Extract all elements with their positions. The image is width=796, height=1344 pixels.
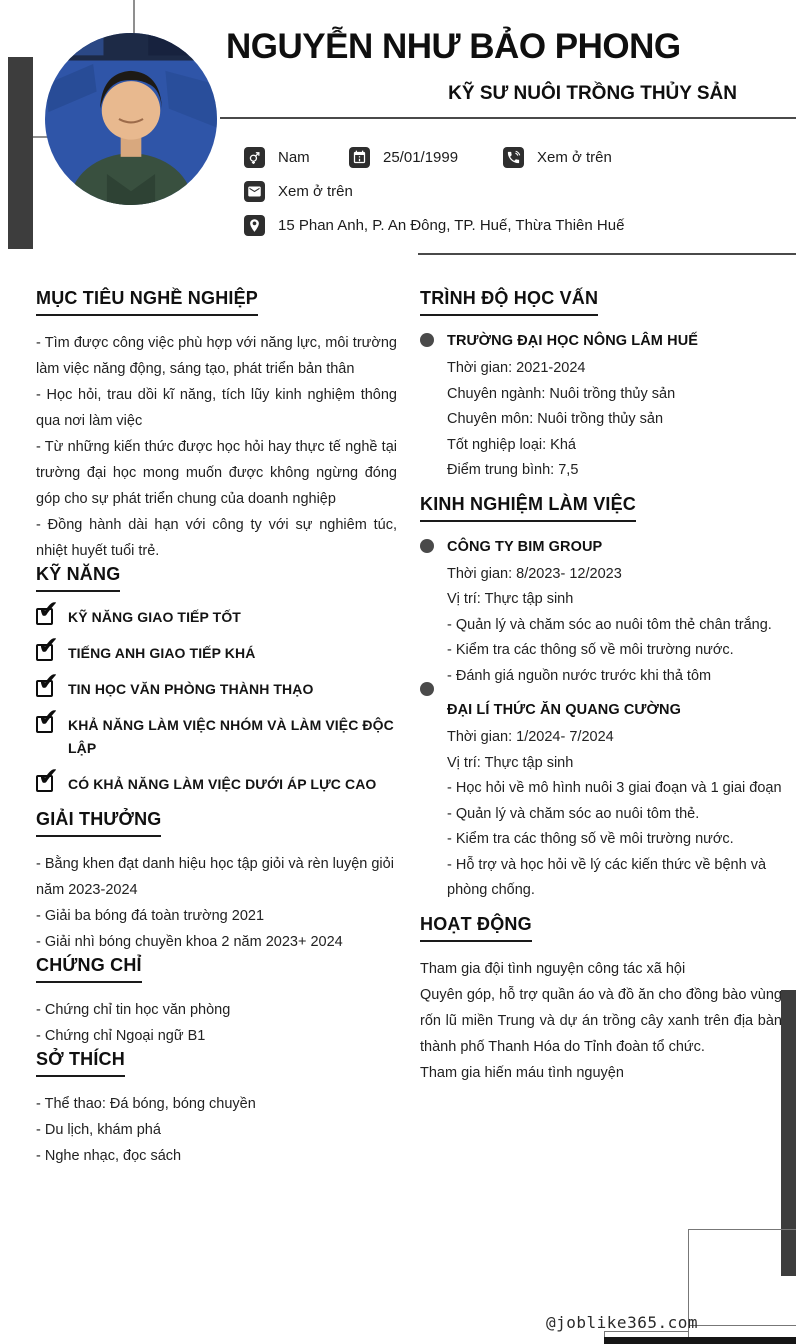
experience-entry — [420, 699, 782, 904]
left-column — [36, 288, 397, 1169]
checkbox-checked-icon: ✔ — [38, 762, 59, 791]
footer-frame-line — [688, 1229, 796, 1230]
section-title-objective: MỤC TIÊU NGHỀ NGHIỆP — [36, 288, 397, 316]
award-item: - Giải nhì bóng chuyền khoa 2 năm 2023+ 2024 — [36, 934, 343, 950]
objective-item: - Tìm được công việc phù hợp với năng lực, môi trường làm việc năng động, sáng tạo, phát triển bản thân — [36, 335, 397, 377]
activity-line: Tham gia đội tình nguyện công tác xã hội — [420, 960, 686, 977]
award-item: - Bằng khen đạt danh hiệu học tập giỏi và rèn luyện giỏi năm 2023-2024 — [36, 856, 394, 898]
job-detail: Vị trí: Thực tập sinh — [447, 591, 574, 607]
school-name: TRƯỜNG ĐẠI HỌC NÔNG LÂM HUẾ — [447, 333, 699, 349]
contact-birthday — [349, 146, 458, 168]
footer-frame-line — [688, 1325, 796, 1326]
education-detail: Điểm trung bình: 7,5 — [447, 462, 579, 478]
birthday-value: 25/01/1999 — [383, 148, 459, 166]
watermark-text: @joblike365.com — [546, 1313, 698, 1332]
gender-value: Nam — [278, 148, 310, 166]
contact-phone — [503, 146, 612, 168]
experience-entry — [420, 536, 782, 690]
certificate-item: - Chứng chỉ tin học văn phòng — [36, 1002, 231, 1018]
profile-photo-placeholder — [45, 33, 217, 205]
job-detail: - Đánh giá nguồn nước trước khi thả tôm — [447, 667, 712, 684]
company-name: CÔNG TY BIM GROUP — [447, 538, 603, 555]
gender-icon — [244, 147, 265, 168]
candidate-name: NGUYỄN NHƯ BẢO PHONG — [226, 27, 681, 66]
job-detail: Vị trí: Thực tập sinh — [447, 754, 574, 771]
contact-email — [244, 180, 353, 202]
hobby-item: - Thể thao: Đá bóng, bóng chuyền — [36, 1096, 256, 1112]
job-detail: - Hỗ trợ và học hỏi về lý các kiến thức về bệnh và phòng chống. — [447, 856, 767, 898]
section-title-hobbies: SỞ THÍCH — [36, 1049, 397, 1077]
section-title-awards: GIẢI THƯỞNG — [36, 809, 397, 837]
right-accent-bar — [781, 990, 796, 1276]
job-detail: - Kiểm tra các thông số về môi trường nước. — [447, 642, 734, 658]
candidate-job-title: KỸ SƯ NUÔI TRỒNG THỦY SẢN — [448, 83, 737, 104]
phone-value: Xem ở trên — [537, 148, 612, 166]
education-entry — [420, 330, 782, 484]
address-value: 15 Phan Anh, P. An Đông, TP. Huế, Thừa Thiên Huế — [278, 216, 625, 234]
objective-item: - Học hỏi, trau dồi kĩ năng, tích lũy kinh nghiệm thông qua nơi làm việc — [36, 387, 397, 429]
certificates-list — [36, 997, 397, 1049]
bottom-accent-bar — [604, 1337, 796, 1344]
certificate-item: - Chứng chỉ Ngoại ngữ B1 — [36, 1028, 206, 1044]
header-divider-line — [220, 117, 796, 119]
phone-icon — [503, 147, 524, 168]
right-column — [420, 288, 782, 1086]
location-pin-icon — [244, 215, 265, 236]
education-detail: Tốt nghiệp loại: Khá — [447, 436, 576, 453]
section-title-experience: KINH NGHIỆM LÀM VIỆC — [420, 494, 782, 522]
section-title-activities: HOẠT ĐỘNG — [420, 914, 782, 942]
section-title-certificates: CHỨNG CHỈ — [36, 955, 397, 983]
activity-line: Quyên góp, hỗ trợ quần áo và đồ ăn cho đồng bào vùng rốn lũ miền Trung và dự án trồng cây xanh trên địa bàn thành phố Thanh Hóa do Tỉnh đoàn tổ chức. — [420, 986, 782, 1055]
education-detail: Chuyên ngành: Nuôi trồng thủy sản — [447, 385, 676, 402]
company-name: ĐẠI LÍ THỨC ĂN QUANG CƯỜNG — [447, 702, 681, 718]
section-title-skills: KỸ NĂNG — [36, 564, 397, 592]
job-detail: Thời gian: 1/2024- 7/2024 — [447, 729, 614, 745]
left-accent-bar — [8, 57, 33, 249]
checkbox-checked-icon: ✔ — [38, 595, 59, 624]
job-detail: - Quản lý và chăm sóc ao nuôi tôm thẻ. — [447, 805, 700, 822]
awards-list — [36, 851, 397, 955]
skills-list — [36, 595, 397, 796]
contact-address — [244, 214, 624, 236]
mail-icon — [244, 181, 265, 202]
section-title-education: TRÌNH ĐỘ HỌC VẤN — [420, 288, 782, 316]
checkbox-checked-icon: ✔ — [38, 667, 59, 696]
objective-item: - Đồng hành dài hạn với công ty với sự nghiêm túc, nhiệt huyết tuổi trẻ. — [36, 517, 397, 559]
job-detail: - Kiểm tra các thông số về môi trường nước. — [447, 831, 734, 847]
skill-item: ✔ CÓ KHẢ NĂNG LÀM VIỆC DƯỚI ÁP LỰC CAO — [38, 762, 377, 792]
hobbies-list — [36, 1091, 397, 1169]
award-item: - Giải ba bóng đá toàn trường 2021 — [36, 908, 265, 924]
contact-gender — [244, 146, 310, 168]
job-detail: - Quản lý và chăm sóc ao nuôi tôm thẻ chân trắng. — [447, 616, 772, 633]
checkbox-checked-icon: ✔ — [38, 631, 59, 660]
profile-photo — [45, 33, 217, 205]
education-detail: Chuyên môn: Nuôi trồng thủy sản — [447, 411, 664, 427]
skill-item: ✔ KHẢ NĂNG LÀM VIỆC NHÓM VÀ LÀM VIỆC ĐỘC LẬP — [38, 703, 394, 756]
job-detail: - Học hỏi về mô hình nuôi 3 giai đoạn và 1 giai đoạn — [447, 780, 782, 796]
education-detail: Thời gian: 2021-2024 — [447, 360, 586, 376]
skill-item: ✔ KỸ NĂNG GIAO TIẾP TỐT — [38, 595, 241, 625]
hobby-item: - Nghe nhạc, đọc sách — [36, 1148, 182, 1164]
activities-body — [420, 956, 782, 1086]
checkbox-checked-icon: ✔ — [38, 703, 59, 732]
objective-item: - Từ những kiến thức được học hỏi hay thực tế nghề tại trường đại học mong muốn được không ngừng đóng góp cho sự phát triển chung của doanh nghiệp — [36, 439, 397, 507]
skill-item: ✔ TIN HỌC VĂN PHÒNG THÀNH THẠO — [38, 667, 314, 697]
activity-line: Tham gia hiến máu tình nguyện — [420, 1064, 624, 1081]
hobby-item: - Du lịch, khám phá — [36, 1122, 161, 1138]
email-value: Xem ở trên — [278, 182, 353, 200]
skill-item: ✔ TIẾNG ANH GIAO TIẾP KHÁ — [38, 631, 256, 661]
objective-body — [36, 330, 397, 564]
calendar-icon — [349, 147, 370, 168]
contact-divider-line — [418, 253, 796, 255]
job-detail: Thời gian: 8/2023- 12/2023 — [447, 565, 622, 582]
